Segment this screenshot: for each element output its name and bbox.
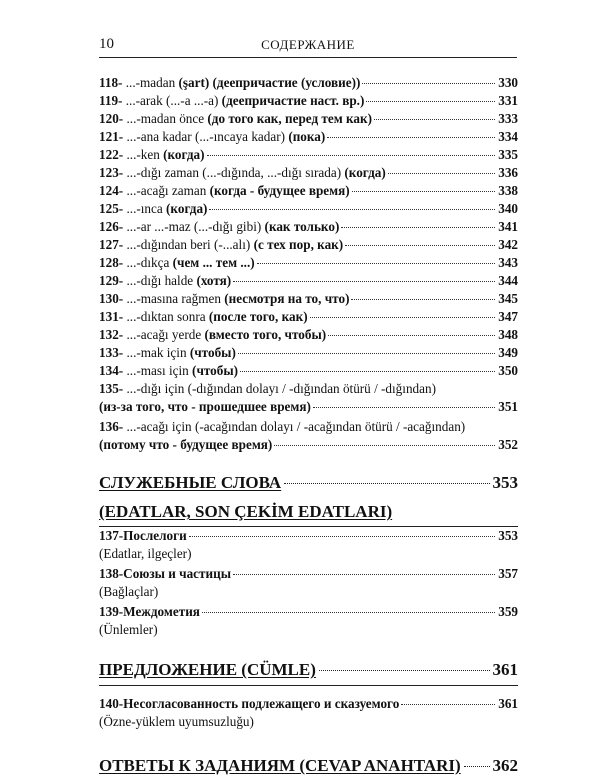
- entry-page: 333: [498, 111, 518, 126]
- entry-translation: (деепричастие наст. вр.): [221, 93, 365, 108]
- toc-entry[interactable]: [99, 362, 518, 380]
- entry-text: ...-acağı için (-acağından dolayı / -acağından ötürü / -acağından): [123, 419, 466, 434]
- header-rule: [99, 57, 517, 58]
- item-label: 140-Несогласованность подлежащего и сказуемого: [99, 696, 400, 711]
- toc-entry[interactable]: [99, 236, 518, 254]
- entry-translation: (до того как, перед тем как): [207, 111, 373, 126]
- section1-items: [99, 527, 518, 639]
- toc-entry-135-cont[interactable]: [99, 398, 518, 416]
- dot-leader: [362, 83, 495, 84]
- dot-leader: [207, 155, 496, 156]
- entry-page: 352: [498, 437, 518, 452]
- section-heading-sentence[interactable]: [99, 659, 518, 681]
- entry-number: 118-: [99, 75, 123, 90]
- section-item[interactable]: [99, 695, 518, 713]
- entry-page: 336: [498, 165, 518, 180]
- toc-entry-136-cont[interactable]: [99, 436, 518, 454]
- dot-leader: [274, 445, 495, 446]
- entry-translation: (когда): [163, 147, 205, 162]
- item-label: 137-Послелоги: [99, 528, 187, 543]
- entry-text: ...-acağı yerde: [123, 327, 205, 342]
- entry-text: ...-dığı zaman (...-dığında, ...-dığı sırada): [123, 165, 345, 180]
- entry-number: 135-: [99, 381, 124, 396]
- dot-leader: [310, 317, 496, 318]
- section-subtitle-text: (EDATLAR, SON ÇEKİM EDATLARI): [99, 502, 393, 521]
- table-of-contents: [99, 74, 518, 777]
- entry-page: 331: [498, 93, 518, 108]
- toc-entry[interactable]: [99, 164, 518, 182]
- entry-page: 343: [498, 255, 518, 270]
- entry-translation: (чем ... тем ...): [172, 255, 255, 270]
- entry-text: ...-masına rağmen: [123, 291, 225, 306]
- entry-translation: (когда): [344, 165, 386, 180]
- entry-text: ...-ken: [123, 147, 164, 162]
- item-page: 359: [498, 604, 518, 619]
- entry-page: 335: [498, 147, 518, 162]
- entry-translation: (когда): [166, 201, 208, 216]
- toc-entry[interactable]: [99, 200, 518, 218]
- dot-leader: [401, 704, 495, 705]
- entry-number: 131-: [99, 309, 124, 324]
- section-subtitle: [99, 501, 518, 523]
- running-title: СОДЕРЖАНИЕ: [261, 37, 355, 52]
- toc-entry-135[interactable]: [99, 380, 518, 398]
- entry-page: 330: [498, 75, 518, 90]
- entry-number: 136-: [99, 419, 124, 434]
- entry-number: 121-: [99, 129, 124, 144]
- entry-translation: (пока): [288, 129, 326, 144]
- dot-leader: [328, 335, 495, 336]
- item-subtitle: (Özne-yüklem uyumsuzluğu): [99, 714, 254, 729]
- entry-translation: (когда - будущее время): [209, 183, 350, 198]
- toc-entry[interactable]: [99, 128, 518, 146]
- entry-translation: (с тех пор, как): [253, 237, 344, 252]
- entry-number: 123-: [99, 165, 124, 180]
- section-item[interactable]: [99, 527, 518, 545]
- dot-leader: [341, 227, 495, 228]
- entry-page: 349: [498, 345, 518, 360]
- entry-page: 351: [498, 399, 518, 414]
- dot-leader: [189, 536, 496, 537]
- section2-items: [99, 695, 518, 731]
- dot-leader: [313, 407, 495, 408]
- dot-leader: [238, 353, 495, 354]
- entry-translation: (после того, как): [208, 309, 308, 324]
- dot-leader: [464, 766, 490, 767]
- dot-leader: [257, 263, 496, 264]
- entry-page: 342: [498, 237, 518, 252]
- entry-page: 334: [498, 129, 518, 144]
- toc-entry-136[interactable]: [99, 418, 518, 436]
- entry-text: ...-ması için: [123, 363, 193, 378]
- entry-page: 348: [498, 327, 518, 342]
- toc-entry[interactable]: [99, 344, 518, 362]
- dot-leader: [209, 209, 495, 210]
- section-title: ПРЕДЛОЖЕНИЕ (CÜMLE): [99, 660, 316, 679]
- entry-page: 345: [498, 291, 518, 306]
- dot-leader: [327, 137, 495, 138]
- entry-text: ...-arak (...-a ...-a): [122, 93, 222, 108]
- entry-text: ...-dığından beri (-...alı): [123, 237, 254, 252]
- entry-page: 341: [498, 219, 518, 234]
- entry-translation: (из-за того, что - прошедшее время): [99, 399, 311, 414]
- entry-text: ...-dığı için (-dığından dolayı / -dığından ötürü / -dığından): [123, 381, 436, 396]
- entry-page: 347: [498, 309, 518, 324]
- page-header: [99, 36, 517, 56]
- entry-text: ...-dıkça: [123, 255, 173, 270]
- dot-leader: [345, 245, 495, 246]
- item-subtitle: (Edatlar, ilgeçler): [99, 546, 192, 561]
- entry-translation: (несмотря на то, что): [224, 291, 350, 306]
- toc-entry[interactable]: [99, 92, 518, 110]
- entry-translation: (чтобы): [192, 363, 239, 378]
- dot-leader: [240, 371, 495, 372]
- toc-entry[interactable]: [99, 254, 518, 272]
- toc-entry[interactable]: [99, 290, 518, 308]
- entry-number: 130-: [99, 291, 124, 306]
- entry-number: 134-: [99, 363, 124, 378]
- dot-leader: [233, 574, 495, 575]
- entry-translation: (вместо того, чтобы): [204, 327, 327, 342]
- dot-leader: [351, 299, 495, 300]
- toc-entry[interactable]: [99, 218, 518, 236]
- item-subtitle: (Ünlemler): [99, 622, 158, 637]
- section-item[interactable]: [99, 603, 518, 621]
- entry-translation: (хотя): [196, 273, 232, 288]
- entry-page: 338: [498, 183, 518, 198]
- entry-translation: (как только): [264, 219, 340, 234]
- entry-translation: (потому что - будущее время): [99, 437, 273, 452]
- entry-number: 125-: [99, 201, 124, 216]
- toc-entry[interactable]: [99, 74, 518, 92]
- entry-text: ...-dığı halde: [123, 273, 197, 288]
- toc-entry[interactable]: [99, 272, 518, 290]
- section-heading-function-words[interactable]: [99, 472, 518, 494]
- entry-number: 129-: [99, 273, 124, 288]
- entry-number: 124-: [99, 183, 124, 198]
- section-page: 362: [492, 756, 518, 775]
- entry-number: 126-: [99, 219, 124, 234]
- item-label: 138-Союзы и частицы: [99, 566, 232, 581]
- item-label: 139-Междометия: [99, 604, 200, 619]
- dot-leader: [202, 612, 495, 613]
- entry-number: 132-: [99, 327, 124, 342]
- toc-entry[interactable]: [99, 326, 518, 344]
- section-title: СЛУЖЕБНЫЕ СЛОВА: [99, 473, 282, 492]
- entry-text: ...-madan: [122, 75, 179, 90]
- entry-translation: (чтобы): [189, 345, 236, 360]
- toc-entry[interactable]: [99, 182, 518, 200]
- entry-text: ...-dıktan sonra: [123, 309, 209, 324]
- section-title: ОТВЕТЫ К ЗАДАНИЯМ (CEVAP ANAHTARI): [99, 756, 461, 775]
- entry-text: ...-ınca: [123, 201, 167, 216]
- entry-text: ...-mak için: [123, 345, 190, 360]
- toc-entry[interactable]: [99, 308, 518, 326]
- entry-text: ...-madan önce: [123, 111, 208, 126]
- entry-text: ...-acağı zaman: [123, 183, 210, 198]
- section-item[interactable]: [99, 565, 518, 583]
- dot-leader: [352, 191, 496, 192]
- entry-text: ...-ar ...-maz (...-dığı gibi): [123, 219, 265, 234]
- item-page: 361: [498, 696, 518, 711]
- dot-leader: [233, 281, 495, 282]
- dot-leader: [388, 173, 495, 174]
- item-page: 353: [498, 528, 518, 543]
- dot-leader: [374, 119, 495, 120]
- section-page: 353: [492, 473, 518, 492]
- item-subtitle: (Bağlaçlar): [99, 584, 159, 599]
- entry-number: 133-: [99, 345, 124, 360]
- item-page: 357: [498, 566, 518, 581]
- toc-entry[interactable]: [99, 110, 518, 128]
- section-heading-answers[interactable]: [99, 755, 518, 777]
- toc-entries: [99, 74, 518, 380]
- entry-page: 340: [498, 201, 518, 216]
- entry-page: 344: [498, 273, 518, 288]
- section-page: 361: [492, 660, 518, 679]
- dot-leader: [284, 483, 489, 484]
- entry-number: 120-: [99, 111, 124, 126]
- entry-translation: (şart) (деепричастие (условие)): [178, 75, 361, 90]
- toc-entry[interactable]: [99, 146, 518, 164]
- entry-number: 119-: [99, 93, 123, 108]
- entry-text: ...-ana kadar (...-ıncaya kadar): [123, 129, 289, 144]
- dot-leader: [319, 670, 490, 671]
- page-number: 10: [99, 36, 114, 52]
- dot-leader: [366, 101, 495, 102]
- entry-page: 350: [498, 363, 518, 378]
- entry-number: 127-: [99, 237, 124, 252]
- entry-number: 122-: [99, 147, 124, 162]
- entry-number: 128-: [99, 255, 124, 270]
